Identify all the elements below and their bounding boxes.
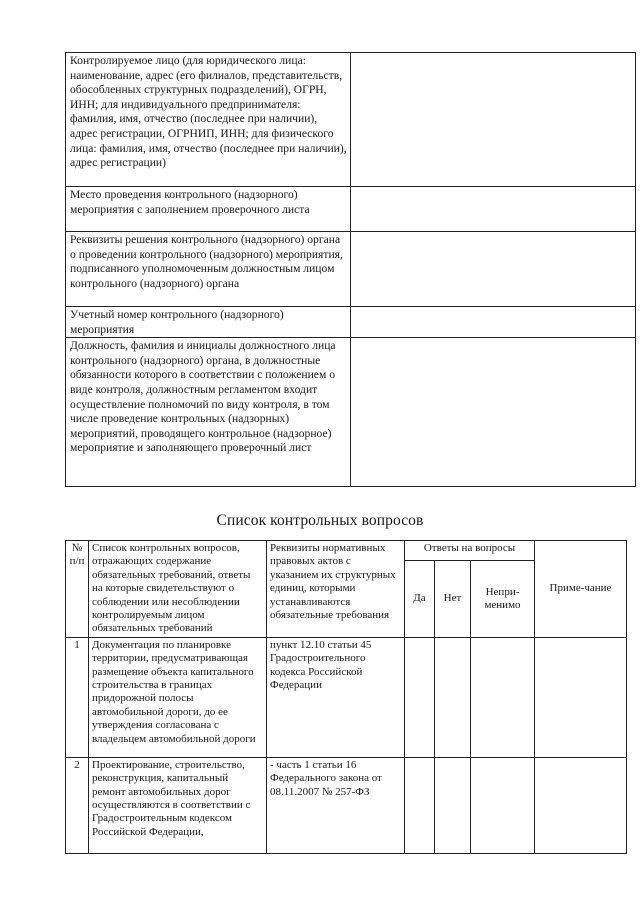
info-value-controlled-person[interactable] (351, 53, 636, 187)
info-value-location[interactable] (351, 187, 636, 232)
info-row-record-number (66, 307, 636, 338)
info-value-record-number[interactable] (351, 307, 636, 338)
header-question: Список контрольных вопросов, отражающих содержание обязательных требований, ответы на которые свидетельствуют о соблюдении или несоблюдении контролируемым лицом обязательных требований (89, 541, 267, 638)
info-label-official: Должность, фамилия и инициалы должностного лица контрольного (надзорного) органа, в должностные обязанности которого в соответствии с положением о виде контроля, должностным регламентом входит осуществление полномочий по виду контроля, в том числе проведение контрольных (надзорных) мероприятий, проводящего контрольное (надзорное) мероприятие и заполняющего проверочный лист (66, 338, 351, 487)
header-num: № п/п (66, 541, 89, 638)
info-value-decision[interactable] (351, 232, 636, 307)
info-label-decision: Реквизиты решения контрольного (надзорного) органа о проведении контрольного (надзорного) мероприятия, подписанного уполномоченным должностным лицом контрольного (надзорного) органа (66, 232, 351, 307)
row-answer-yes[interactable] (405, 757, 435, 853)
header-answers: Ответы на вопросы (405, 541, 535, 561)
row-answer-na[interactable] (471, 637, 535, 757)
info-label-record-number: Учетный номер контрольного (надзорного) мероприятия (66, 307, 351, 338)
row-reference: - часть 1 статьи 16 Федерального закона от 08.11.2007 № 257-ФЗ (267, 757, 405, 853)
info-label-controlled-person: Контролируемое лицо (для юридического лица: наименование, адрес (его филиалов, представительств, обособленных структурных подразделений), ОГРН, ИНН; для индивидуального предпринимателя: фамилия, имя, отчество (последнее при наличии), адрес регистрации, ОГРНИП, ИНН; для физического лица: фамилия, имя, отчество (последнее при наличии), адрес регистрации) (66, 53, 351, 187)
row-num: 1 (66, 637, 89, 757)
info-row-controlled-person (66, 53, 636, 187)
checklist-title: Список контрольных вопросов (216, 512, 424, 529)
info-row-official (66, 338, 636, 487)
row-answer-na[interactable] (471, 757, 535, 853)
header-no: Нет (435, 561, 471, 638)
table-row (66, 757, 627, 853)
info-label-location: Место проведения контрольного (надзорного) мероприятия с заполнением проверочного листа (66, 187, 351, 232)
header-reference: Реквизиты нормативных правовых актов с указанием их структурных единиц, которыми устанавливаются обязательные требования (267, 541, 405, 638)
info-value-official[interactable] (351, 338, 636, 487)
row-note[interactable] (535, 757, 627, 853)
row-answer-no[interactable] (435, 637, 471, 757)
row-num: 2 (66, 757, 89, 853)
table-row (66, 637, 627, 757)
row-reference: пункт 12.10 статьи 45 Градостроительного кодекса Российской Федерации (267, 637, 405, 757)
row-answer-yes[interactable] (405, 637, 435, 757)
row-question: Документация по планировке территории, предусматривающая размещение объекта капитального строительства в границах придорожной полосы автомобильной дороги, до ее утверждения согласована с владельцем автомобильной дороги (89, 637, 267, 757)
checklist-header-row (66, 541, 627, 561)
row-answer-no[interactable] (435, 757, 471, 853)
info-row-decision (66, 232, 636, 307)
row-note[interactable] (535, 637, 627, 757)
row-question: Проектирование, строительство, реконструкция, капитальный ремонт автомобильных дорог осуществляются в соответствии с Градостроительным кодексом Российской Федерации, (89, 757, 267, 853)
inspection-info-table (65, 52, 636, 487)
header-yes: Да (405, 561, 435, 638)
info-row-location (66, 187, 636, 232)
header-note: Приме-чание (535, 541, 627, 638)
checklist-table (65, 540, 627, 854)
header-na: Непри-менимо (471, 561, 535, 638)
